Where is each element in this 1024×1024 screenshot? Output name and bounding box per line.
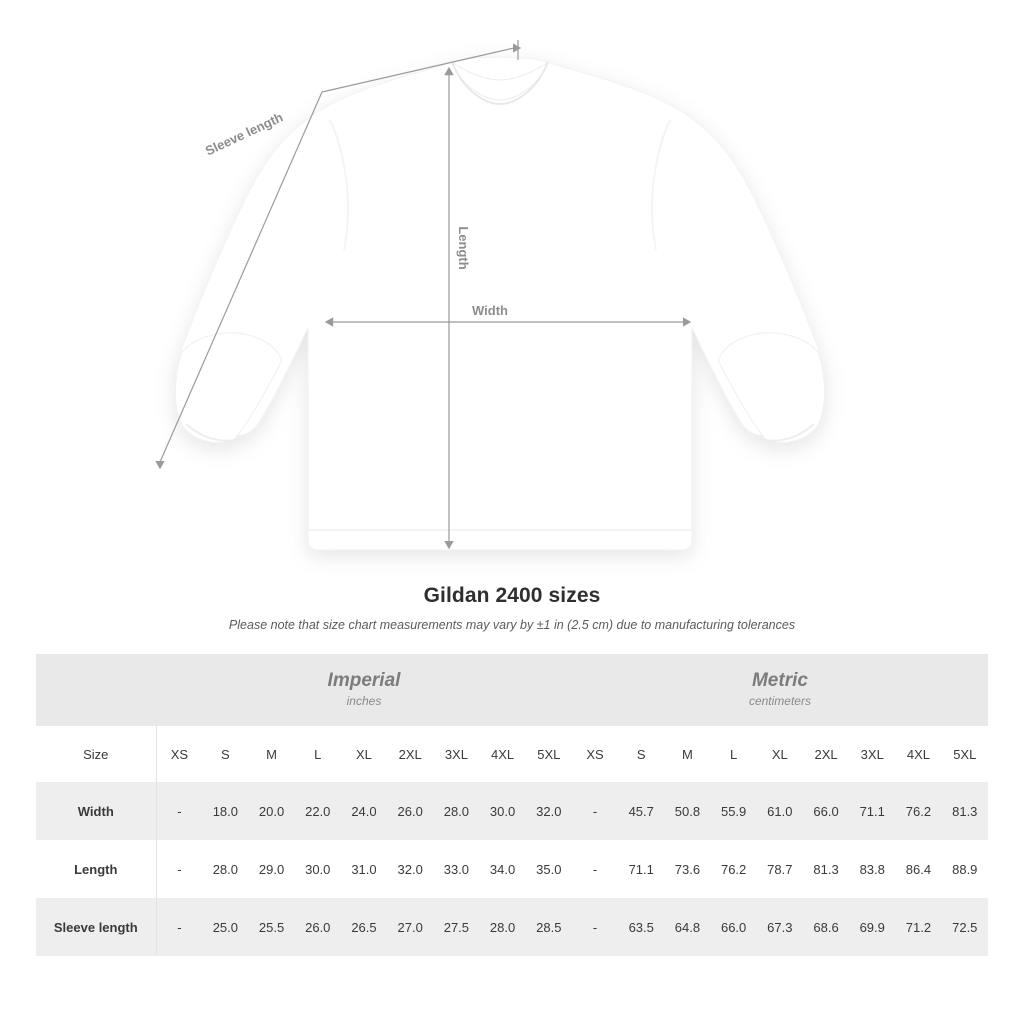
cell-width-imperial-l: 22.0 — [295, 782, 341, 840]
table-row — [36, 898, 988, 956]
tolerance-note: Please note that size chart measurements may vary by ±1 in (2.5 cm) due to manufacturing tolerances — [228, 618, 796, 632]
cell-sleeve-metric-xl: 67.3 — [757, 898, 803, 956]
cell-length-metric-m: 73.6 — [664, 840, 710, 898]
unit-header-metric — [572, 654, 988, 726]
page-title: Gildan 2400 sizes — [423, 584, 601, 607]
size-header-metric-5xl: 5XL — [942, 726, 988, 782]
size-header-imperial-xs: XS — [156, 726, 202, 782]
label-length: Length — [456, 226, 471, 270]
cell-sleeve-imperial-3xl: 27.5 — [433, 898, 479, 956]
label-sleeve-length: Sleeve length — [202, 109, 286, 159]
size-header-row — [36, 726, 988, 782]
cell-sleeve-imperial-2xl: 27.0 — [387, 898, 433, 956]
row-label-sleeve-length: Sleeve length — [36, 898, 156, 956]
cell-width-imperial-2xl: 26.0 — [387, 782, 433, 840]
size-chart-table — [36, 654, 988, 956]
cell-sleeve-imperial-s: 25.0 — [202, 898, 248, 956]
cell-length-metric-l: 76.2 — [711, 840, 757, 898]
cell-sleeve-metric-4xl: 71.2 — [895, 898, 941, 956]
cell-length-metric-2xl: 81.3 — [803, 840, 849, 898]
unit-header-imperial — [156, 654, 572, 726]
size-header-metric-xl: XL — [757, 726, 803, 782]
row-label-width: Width — [36, 782, 156, 840]
size-header-imperial-3xl: 3XL — [433, 726, 479, 782]
cell-width-metric-2xl: 66.0 — [803, 782, 849, 840]
cell-width-metric-3xl: 71.1 — [849, 782, 895, 840]
size-header-imperial-4xl: 4XL — [479, 726, 525, 782]
unit-metric-sub: centimeters — [748, 694, 811, 709]
label-width: Width — [472, 303, 508, 318]
cell-sleeve-metric-l: 66.0 — [711, 898, 757, 956]
title-block — [0, 584, 1024, 632]
cell-sleeve-metric-m: 64.8 — [664, 898, 710, 956]
cell-length-imperial-xl: 31.0 — [341, 840, 387, 898]
cell-sleeve-imperial-m: 25.5 — [248, 898, 294, 956]
cell-sleeve-imperial-4xl: 28.0 — [479, 898, 525, 956]
cell-width-imperial-xl: 24.0 — [341, 782, 387, 840]
cell-sleeve-imperial-5xl: 28.5 — [526, 898, 572, 956]
cell-width-metric-xl: 61.0 — [757, 782, 803, 840]
size-table-wrap — [36, 654, 988, 956]
cell-length-imperial-l: 30.0 — [295, 840, 341, 898]
unit-header-row — [36, 654, 988, 726]
cell-sleeve-metric-5xl: 72.5 — [942, 898, 988, 956]
size-header-imperial-2xl: 2XL — [387, 726, 433, 782]
size-header-imperial-m: M — [248, 726, 294, 782]
cell-width-imperial-5xl: 32.0 — [526, 782, 572, 840]
size-header-metric-m: M — [664, 726, 710, 782]
cell-width-metric-xs: - — [572, 782, 618, 840]
cell-sleeve-imperial-xs: - — [156, 898, 202, 956]
size-header-metric-s: S — [618, 726, 664, 782]
cell-length-imperial-m: 29.0 — [248, 840, 294, 898]
cell-length-metric-xs: - — [572, 840, 618, 898]
unit-imperial-name: Imperial — [327, 669, 401, 691]
size-header-imperial-5xl: 5XL — [526, 726, 572, 782]
size-header-imperial-xl: XL — [341, 726, 387, 782]
unit-header-blank — [36, 654, 156, 726]
cell-width-imperial-3xl: 28.0 — [433, 782, 479, 840]
cell-length-metric-s: 71.1 — [618, 840, 664, 898]
size-header-metric-xs: XS — [572, 726, 618, 782]
cell-sleeve-imperial-l: 26.0 — [295, 898, 341, 956]
cell-sleeve-metric-3xl: 69.9 — [849, 898, 895, 956]
cell-sleeve-metric-xs: - — [572, 898, 618, 956]
cell-sleeve-metric-2xl: 68.6 — [803, 898, 849, 956]
cell-length-metric-4xl: 86.4 — [895, 840, 941, 898]
unit-metric-name: Metric — [751, 669, 808, 691]
cell-length-imperial-3xl: 33.0 — [433, 840, 479, 898]
cell-width-imperial-m: 20.0 — [248, 782, 294, 840]
size-header-metric-l: L — [711, 726, 757, 782]
unit-imperial-sub: inches — [346, 694, 382, 709]
size-header-metric-4xl: 4XL — [895, 726, 941, 782]
cell-length-imperial-2xl: 32.0 — [387, 840, 433, 898]
cell-width-metric-m: 50.8 — [664, 782, 710, 840]
size-header-imperial-s: S — [202, 726, 248, 782]
row-label-length: Length — [36, 840, 156, 898]
table-row — [36, 840, 988, 898]
cell-width-metric-s: 45.7 — [618, 782, 664, 840]
cell-length-metric-xl: 78.7 — [757, 840, 803, 898]
cell-width-metric-4xl: 76.2 — [895, 782, 941, 840]
cell-length-metric-3xl: 83.8 — [849, 840, 895, 898]
cell-sleeve-imperial-xl: 26.5 — [341, 898, 387, 956]
size-header-metric-2xl: 2XL — [803, 726, 849, 782]
cell-width-imperial-s: 18.0 — [202, 782, 248, 840]
size-header-metric-3xl: 3XL — [849, 726, 895, 782]
cell-width-imperial-4xl: 30.0 — [479, 782, 525, 840]
cell-width-metric-l: 55.9 — [711, 782, 757, 840]
cell-length-metric-5xl: 88.9 — [942, 840, 988, 898]
cell-length-imperial-s: 28.0 — [202, 840, 248, 898]
cell-sleeve-metric-s: 63.5 — [618, 898, 664, 956]
cell-length-imperial-5xl: 35.0 — [526, 840, 572, 898]
cell-length-imperial-4xl: 34.0 — [479, 840, 525, 898]
table-row — [36, 782, 988, 840]
size-header-label: Size — [36, 726, 156, 782]
cell-width-imperial-xs: - — [156, 782, 202, 840]
cell-length-imperial-xs: - — [156, 840, 202, 898]
cell-width-metric-5xl: 81.3 — [942, 782, 988, 840]
size-header-imperial-l: L — [295, 726, 341, 782]
